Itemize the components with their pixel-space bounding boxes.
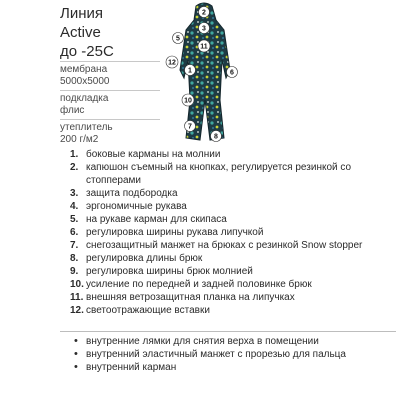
feature-item (72, 187, 396, 200)
feature-number: 6. (70, 227, 79, 238)
feature-text: регулировка длины брюк (86, 253, 203, 264)
spec-value: флис (60, 105, 85, 116)
feature-text: регулировка ширины брюк молнией (86, 266, 253, 277)
callout-1 (185, 65, 196, 76)
spec-label: подкладка (60, 93, 109, 104)
svg-text:7: 7 (188, 123, 192, 131)
spec-value: 200 г/м2 (60, 134, 99, 145)
feature-number: 12. (70, 305, 84, 316)
feature-list (72, 148, 396, 317)
extras-list (72, 335, 396, 374)
spec-insulation (60, 122, 113, 146)
feature-item (72, 200, 396, 213)
spec-divider (60, 90, 160, 91)
extras-item (72, 348, 396, 361)
callout-3 (199, 23, 210, 34)
svg-text:5: 5 (176, 35, 180, 43)
svg-text:2: 2 (202, 9, 206, 17)
feature-text: эргономичные рукава (86, 201, 187, 212)
feature-item (72, 226, 396, 239)
feature-text: защита подбородка (86, 188, 178, 199)
feature-item (72, 291, 396, 304)
title-line-3: до -25С (60, 43, 114, 60)
spec-divider (60, 119, 160, 120)
bullet-icon: • (74, 348, 78, 360)
feature-text: снегозащитный манжет на брюках с резинкой Snow stopper (86, 240, 363, 251)
extras-text: внутренний карман (86, 362, 177, 373)
feature-number: 2. (70, 162, 79, 173)
callout-7 (185, 121, 196, 132)
product-line-title (60, 4, 114, 61)
feature-number: 3. (70, 188, 79, 199)
feature-item (72, 161, 396, 187)
svg-text:11: 11 (200, 43, 208, 51)
feature-text: усиление по передней и задней половинке брюк (86, 279, 312, 290)
callout-5 (173, 33, 184, 44)
suit-illustration (160, 0, 250, 145)
svg-text:3: 3 (202, 25, 206, 33)
title-line-1: Линия (60, 5, 104, 22)
feature-text: светоотражающие вставки (86, 305, 210, 316)
title-line-2: Active (60, 24, 101, 41)
spec-label: утеплитель (60, 122, 113, 133)
svg-text:10: 10 (184, 97, 192, 105)
spec-membrane (60, 64, 110, 88)
feature-text: регулировка ширины рукава липучкой (86, 227, 264, 238)
extras-text: внутренние лямки для снятия верха в помещении (86, 336, 319, 347)
title-divider (60, 61, 160, 62)
feature-item (72, 148, 396, 161)
callout-11 (198, 40, 210, 52)
extras-item (72, 335, 396, 348)
extras-item (72, 361, 396, 374)
callout-2 (199, 7, 210, 18)
spec-label: мембрана (60, 64, 108, 75)
feature-item (72, 278, 396, 291)
feature-number: 9. (70, 266, 79, 277)
svg-text:8: 8 (214, 133, 218, 141)
feature-number: 4. (70, 201, 79, 212)
feature-item (72, 304, 396, 317)
feature-text: на рукаве карман для скипаса (86, 214, 227, 225)
feature-number: 1. (70, 149, 79, 160)
feature-number: 10. (70, 279, 84, 290)
callout-12 (166, 56, 178, 68)
feature-number: 11. (70, 292, 84, 303)
bullet-icon: • (74, 361, 78, 373)
feature-item (72, 265, 396, 278)
feature-text: боковые карманы на молнии (86, 149, 221, 160)
feature-text: внешняя ветрозащитная планка на липучках (86, 292, 295, 303)
spec-lining (60, 93, 108, 117)
section-divider (60, 331, 396, 332)
feature-number: 8. (70, 253, 79, 264)
callout-10 (182, 94, 194, 106)
svg-text:6: 6 (230, 69, 234, 77)
svg-text:1: 1 (188, 67, 192, 75)
svg-text:12: 12 (168, 59, 176, 67)
spec-value: 5000х5000 (60, 76, 110, 87)
callout-6 (227, 67, 238, 78)
feature-item (72, 239, 396, 252)
feature-text: капюшон съемный на кнопках, регулируется резинкой со стопперами (86, 162, 352, 186)
callout-8 (211, 131, 222, 142)
feature-number: 7. (70, 240, 79, 251)
feature-item (72, 213, 396, 226)
feature-item (72, 252, 396, 265)
extras-text: внутренний эластичный манжет с прорезью для пальца (86, 349, 346, 360)
feature-number: 5. (70, 214, 79, 225)
bullet-icon: • (74, 335, 78, 347)
